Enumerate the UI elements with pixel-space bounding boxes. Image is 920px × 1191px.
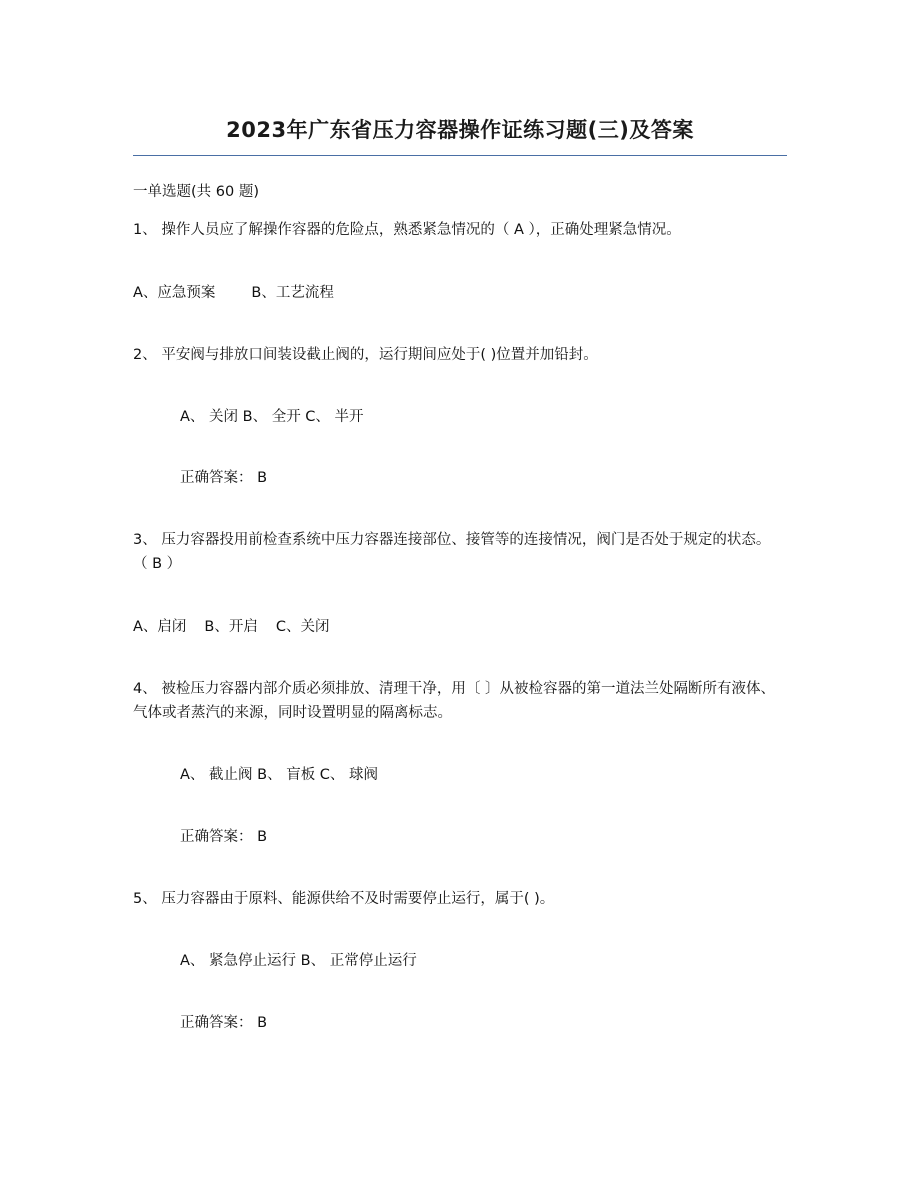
question-3-options — [133, 615, 330, 639]
question-1-option-b: B、工艺流程 — [251, 285, 334, 301]
question-5-text: 5、 压力容器由于原料、能源供给不及时需要停止运行，属于( )。 — [133, 891, 555, 907]
document-title: 2023年广东省压力容器操作证练习题(三)及答案 — [226, 118, 694, 142]
question-4-answer: 正确答案： B — [180, 829, 268, 845]
question-5-options: A、 紧急停止运行 B、 正常停止运行 — [180, 953, 417, 969]
section-heading: 一单选题(共 60 题) — [133, 184, 259, 200]
question-3-text: 3、 压力容器投用前检查系统中压力容器连接部位、接管等的连接情况，阀门是否处于规定的状态。 （ B ） — [133, 532, 771, 572]
question-4-options: A、 截止阀 B、 盲板 C、 球阀 — [180, 767, 379, 783]
question-4-text: 4、 被检压力容器内部介质必须排放、清理干净，用〔 〕从被检容器的第一道法兰处隔断所有液体、气体或者蒸汽的来源，同时设置明显的隔离标志。 — [133, 681, 775, 721]
question-2-text: 2、 平安阀与排放口间装设截止阀的，运行期间应处于( )位置并加铅封。 — [133, 347, 598, 363]
question-3-option-a: A、启闭 — [133, 619, 187, 635]
title-underline — [133, 155, 787, 156]
question-1-option-a: A、应急预案 — [133, 285, 216, 301]
question-1-options — [133, 281, 334, 305]
question-1-text: 1、 操作人员应了解操作容器的危险点，熟悉紧急情况的（ A ），正确处理紧急情况。 — [133, 222, 681, 238]
question-2-options: A、 关闭 B、 全开 C、 半开 — [180, 409, 364, 425]
question-5-answer: 正确答案： B — [180, 1015, 268, 1031]
question-3-option-b: B、开启 — [204, 619, 258, 635]
question-3-option-c: C、关闭 — [275, 619, 330, 635]
question-2-answer: 正确答案： B — [180, 470, 268, 486]
